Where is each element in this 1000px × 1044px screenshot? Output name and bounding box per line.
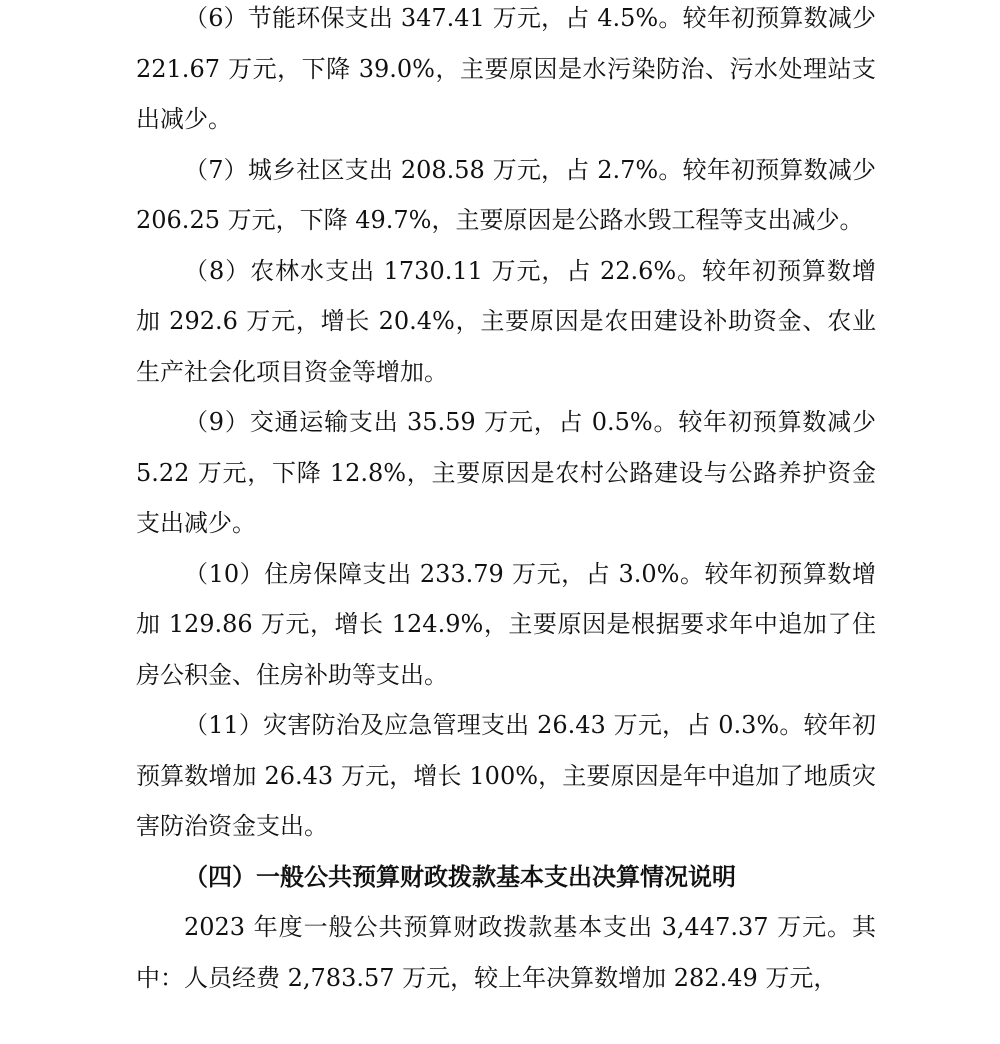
paragraph-basic-expenditure: 2023 年度一般公共预算财政拨款基本支出 3,447.37 万元。其中：人员经费 2,783.57 万元，较上年决算数增加 282.49 万元， (136, 913, 876, 992)
section-heading: （四）一般公共预算财政拨款基本支出决算情况说明 (184, 861, 736, 891)
paragraph-agriculture-forestry-water: （8）农林水支出 1730.11 万元，占 22.6%。较年初预算数增加 292.6 万元，增长 20.4%，主要原因是农田建设补助资金、农业生产社会化项目资金等增加。 (136, 256, 876, 386)
paragraph-transportation: （9）交通运输支出 35.59 万元，占 0.5%。较年初预算数减少 5.22 万元，下降 12.8%，主要原因是农村公路建设与公路养护资金支出减少。 (136, 408, 876, 537)
paragraph-urban-rural-community: （7）城乡社区支出 208.58 万元，占 2.7%。较年初预算数减少 206.25 万元，下降 49.7%，主要原因是公路水毁工程等支出减少。 (136, 155, 876, 234)
paragraph-energy-environment: （6）节能环保支出 347.41 万元，占 4.5%。较年初预算数减少 221.67 万元，下降 39.0%，主要原因是水污染防治、污水处理站支出减少。 (136, 4, 876, 133)
paragraph-housing-security: （10）住房保障支出 233.79 万元，占 3.0%。较年初预算数增加 129.86 万元，增长 124.9%，主要原因是根据要求年中追加了住房公积金、住房补助等支出。 (136, 559, 876, 689)
document-page (136, 0, 876, 1003)
paragraph-disaster-prevention: （11）灾害防治及应急管理支出 26.43 万元，占 0.3%。较年初预算数增加 26.43 万元，增长 100%，主要原因是年中追加了地质灾害防治资金支出。 (136, 711, 876, 840)
